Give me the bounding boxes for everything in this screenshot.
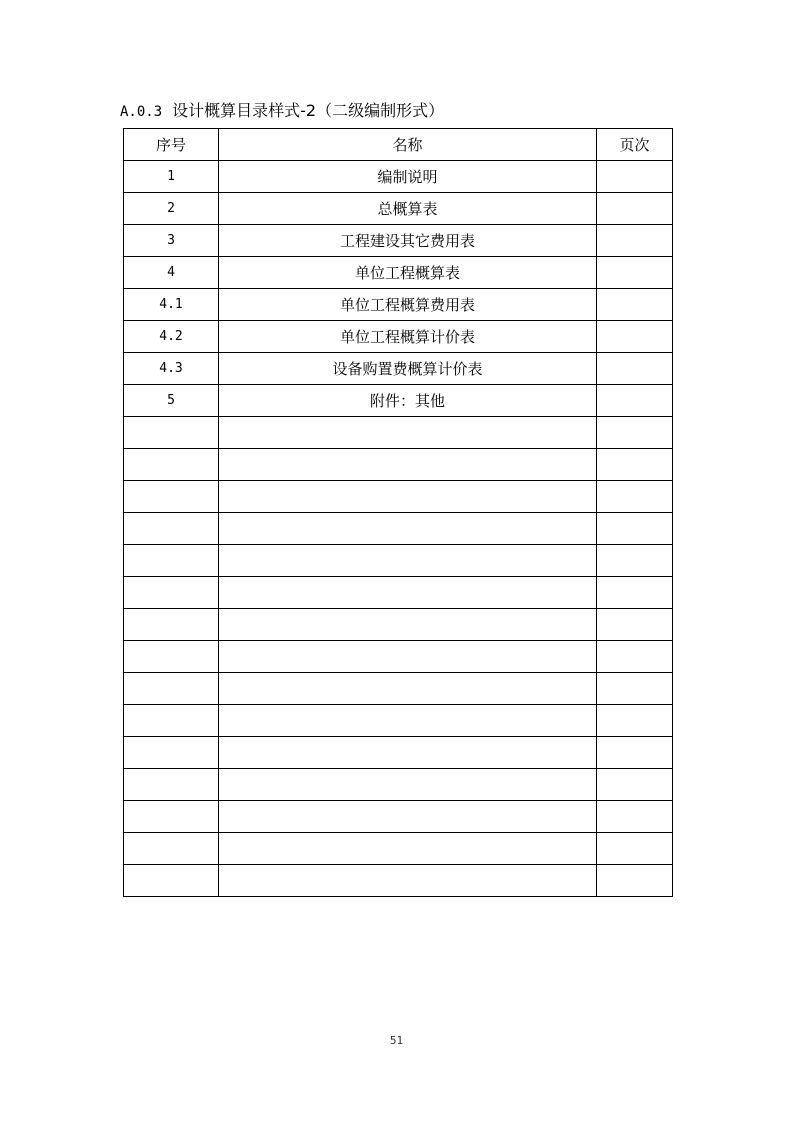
cell-name: 单位工程概算表 <box>219 257 597 289</box>
table-header-row <box>124 129 673 161</box>
cell-page <box>597 481 673 513</box>
table-row <box>124 289 673 321</box>
cell-no <box>124 449 219 481</box>
cell-name: 工程建设其它费用表 <box>219 225 597 257</box>
cell-page <box>597 865 673 897</box>
table-row <box>124 609 673 641</box>
cell-no: 4.2 <box>124 321 219 353</box>
cell-page <box>597 737 673 769</box>
cell-name <box>219 577 597 609</box>
cell-page <box>597 545 673 577</box>
cell-name <box>219 513 597 545</box>
cell-name <box>219 673 597 705</box>
cell-no <box>124 417 219 449</box>
table-row <box>124 321 673 353</box>
table-row <box>124 481 673 513</box>
cell-no: 5 <box>124 385 219 417</box>
cell-page <box>597 353 673 385</box>
table-row <box>124 385 673 417</box>
cell-no: 1 <box>124 161 219 193</box>
catalog-table <box>123 128 673 897</box>
cell-name <box>219 801 597 833</box>
cell-name <box>219 737 597 769</box>
cell-name: 设备购置费概算计价表 <box>219 353 597 385</box>
table-row <box>124 801 673 833</box>
cell-name <box>219 641 597 673</box>
cell-name <box>219 449 597 481</box>
cell-name <box>219 769 597 801</box>
cell-page <box>597 449 673 481</box>
cell-page <box>597 161 673 193</box>
cell-page <box>597 289 673 321</box>
table-row <box>124 353 673 385</box>
cell-page <box>597 673 673 705</box>
cell-no: 3 <box>124 225 219 257</box>
cell-name: 编制说明 <box>219 161 597 193</box>
cell-no <box>124 609 219 641</box>
cell-page <box>597 705 673 737</box>
section-title: 设计概算目录样式-2（二级编制形式） <box>172 101 445 120</box>
table-row <box>124 513 673 545</box>
table-row <box>124 705 673 737</box>
cell-name <box>219 417 597 449</box>
header-page: 页次 <box>597 129 673 161</box>
table-row <box>124 225 673 257</box>
table-row <box>124 193 673 225</box>
cell-name: 总概算表 <box>219 193 597 225</box>
cell-name: 单位工程概算费用表 <box>219 289 597 321</box>
section-number: A.0.3 <box>120 104 163 120</box>
document-title <box>120 100 444 123</box>
cell-page <box>597 385 673 417</box>
cell-name <box>219 705 597 737</box>
table-row <box>124 769 673 801</box>
page-number: 51 <box>389 1034 404 1047</box>
table-row <box>124 641 673 673</box>
cell-no <box>124 705 219 737</box>
cell-name: 附件：其他 <box>219 385 597 417</box>
cell-page <box>597 257 673 289</box>
cell-no <box>124 545 219 577</box>
table-row <box>124 257 673 289</box>
cell-name: 单位工程概算计价表 <box>219 321 597 353</box>
cell-name <box>219 609 597 641</box>
cell-no <box>124 769 219 801</box>
cell-page <box>597 417 673 449</box>
table-row <box>124 673 673 705</box>
cell-page <box>597 321 673 353</box>
cell-name <box>219 865 597 897</box>
table-row <box>124 545 673 577</box>
table-row <box>124 737 673 769</box>
cell-no <box>124 641 219 673</box>
cell-page <box>597 225 673 257</box>
cell-name <box>219 481 597 513</box>
cell-no: 4.1 <box>124 289 219 321</box>
cell-name <box>219 833 597 865</box>
cell-no <box>124 673 219 705</box>
cell-name <box>219 545 597 577</box>
cell-no <box>124 481 219 513</box>
cell-no: 2 <box>124 193 219 225</box>
table-row <box>124 577 673 609</box>
cell-no <box>124 801 219 833</box>
cell-page <box>597 577 673 609</box>
cell-page <box>597 513 673 545</box>
table-row <box>124 833 673 865</box>
header-no: 序号 <box>124 129 219 161</box>
table-row <box>124 161 673 193</box>
cell-page <box>597 641 673 673</box>
cell-no <box>124 737 219 769</box>
cell-page <box>597 801 673 833</box>
cell-page <box>597 609 673 641</box>
cell-no: 4 <box>124 257 219 289</box>
cell-no <box>124 865 219 897</box>
table-row <box>124 417 673 449</box>
header-name: 名称 <box>219 129 597 161</box>
cell-no: 4.3 <box>124 353 219 385</box>
table-row <box>124 865 673 897</box>
cell-page <box>597 833 673 865</box>
cell-no <box>124 833 219 865</box>
cell-no <box>124 513 219 545</box>
cell-page <box>597 769 673 801</box>
cell-no <box>124 577 219 609</box>
table-body <box>124 161 673 897</box>
cell-page <box>597 193 673 225</box>
table-row <box>124 449 673 481</box>
